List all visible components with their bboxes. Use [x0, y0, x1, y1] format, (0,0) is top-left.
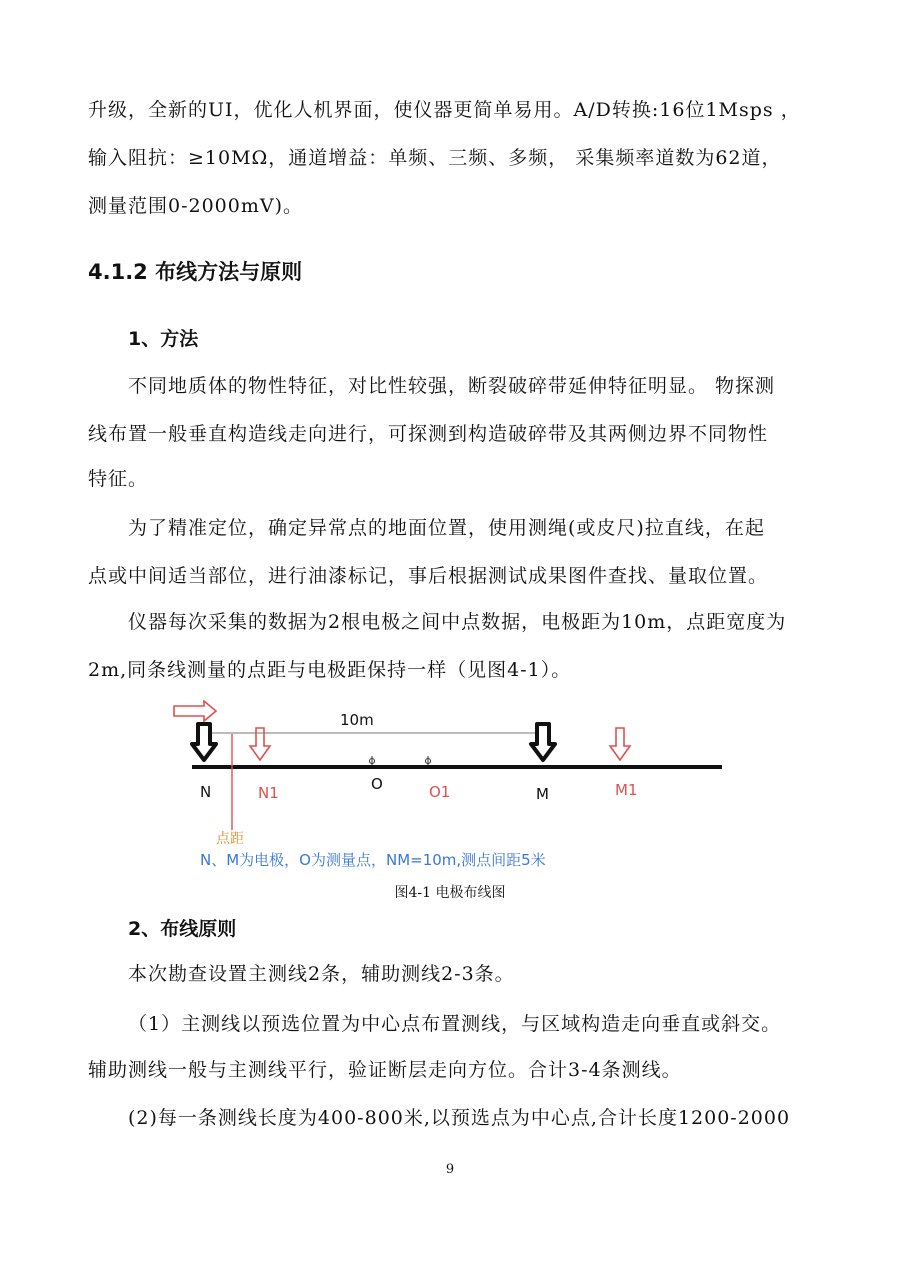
- point-distance-label: 点距: [216, 831, 244, 847]
- label-m1: M1: [615, 781, 638, 799]
- body-line-1: 升级，全新的UI，优化人机界面，使仪器更简单易用。A/D转换:16位1Msps ，: [88, 99, 801, 121]
- label-o1: O1: [429, 783, 451, 801]
- figure-caption: 图4-1 电极布线图: [394, 885, 506, 901]
- spacing-label: 10m: [340, 711, 374, 729]
- method-line-2: 线布置一般垂直构造线走向进行，可探测到构造破碎带及其两侧边界不同物性: [88, 423, 769, 445]
- principles-line-1: 本次勘查设置主测线2条，辅助测线2-3条。: [128, 963, 515, 985]
- method-line-3: 特征。: [88, 468, 149, 490]
- principles-length-line: (2)每一条测线长度为400-800米,以预选点为中心点,合计长度1200-2000: [128, 1107, 791, 1129]
- direction-arrow-icon: [174, 701, 216, 721]
- subheading-method: 1、方法: [128, 328, 199, 350]
- section-heading: 4.1.2 布线方法与原则: [88, 260, 303, 284]
- body-line-3: 测量范围0-2000mV)。: [88, 195, 304, 217]
- data-line-2: 2m,同条线测量的点距与电极距保持一样（见图4-1）。: [88, 659, 572, 681]
- label-n1: N1: [258, 784, 279, 802]
- electrode-m-arrow-icon: [531, 724, 555, 760]
- figure-note: N、M为电极，O为测量点，NM=10m,测点间距5米: [200, 851, 546, 869]
- electrode-m1-arrow-icon: [610, 728, 630, 760]
- label-o: O: [371, 775, 383, 793]
- position-line-1: 为了精准定位，确定异常点的地面位置，使用测绳(或皮尺)拉直线，在起: [128, 517, 765, 539]
- data-line-1: 仪器每次采集的数据为2根电极之间中点数据，电极距为10m，点距宽度为: [128, 611, 787, 633]
- method-line-1: 不同地质体的物性特征，对比性较强，断裂破碎带延伸特征明显。 物探测: [128, 375, 776, 397]
- subheading-principles: 2、布线原则: [128, 918, 237, 940]
- label-n: N: [200, 783, 212, 801]
- electrode-n-arrow-icon: [192, 724, 216, 760]
- page-number: 9: [445, 1162, 455, 1177]
- label-m: M: [536, 785, 549, 803]
- principles-main-line-1: （1）主测线以预选位置为中心点布置测线，与区域构造走向垂直或斜交。: [128, 1013, 782, 1035]
- electrode-layout-figure: [160, 700, 740, 880]
- body-line-2: 输入阻抗：≥10MΩ，通道增益：单频、三频、多频， 采集频率道数为62道，: [88, 147, 782, 169]
- position-line-2: 点或中间适当部位，进行油漆标记，事后根据测试成果图件查找、量取位置。: [88, 565, 769, 587]
- principles-main-line-2: 辅助测线一般与主测线平行，验证断层走向方位。合计3-4条测线。: [88, 1059, 682, 1081]
